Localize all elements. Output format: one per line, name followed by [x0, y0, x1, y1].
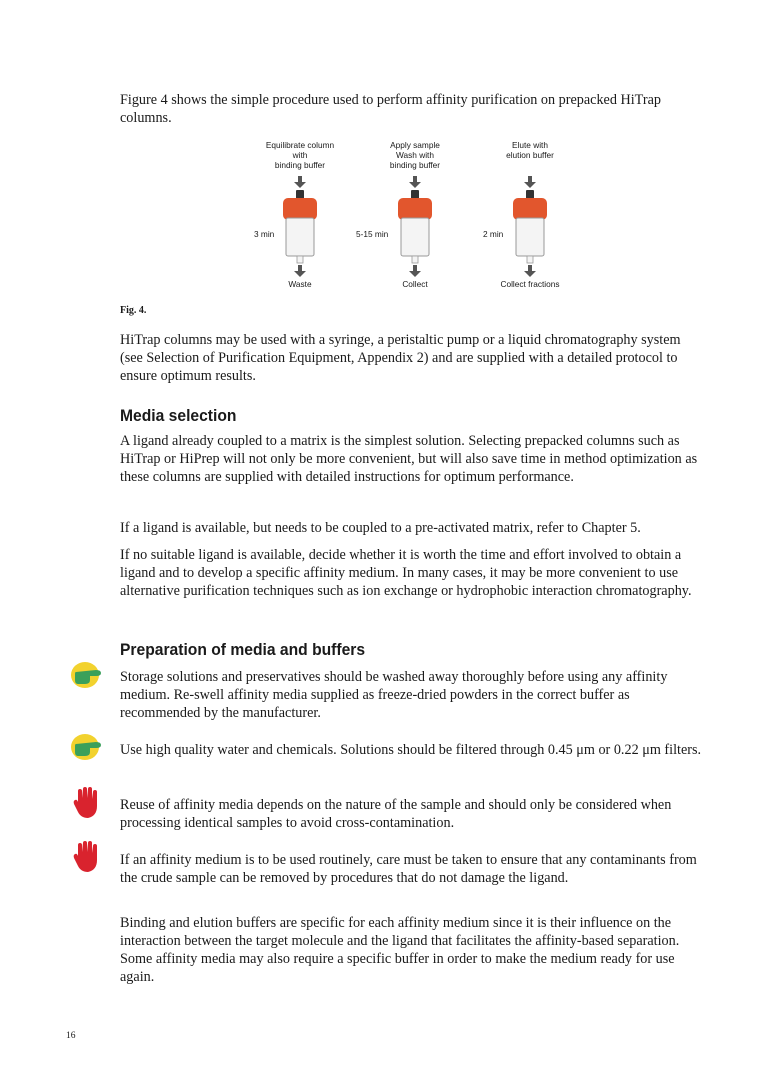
tip-1-text: Storage solutions and preservatives should be washed away thoroughly before using any affinity medium. Re-swell affinity media supplied as freeze-dried powders in the correct buffer as recommended by the manufacturer. — [120, 669, 668, 721]
step-1-time: 3 min — [254, 229, 275, 239]
arrow-down-icon — [524, 176, 536, 188]
arrow-down-icon — [409, 176, 421, 188]
step-1-label: Equilibrate column with binding buffer — [265, 140, 335, 170]
media-paragraph-1: A ligand already coupled to a matrix is the simplest solution. Selecting prepacked columns such as HiTrap or HiPrep will not only be more convenient, but will also save time in method optimization as these columns are supplied with detailed instructions for optimum performance. — [120, 433, 698, 485]
preparation-heading: Preparation of media and buffers — [120, 640, 366, 659]
tip-2-text: Use high quality water and chemicals. Solutions should be filtered through 0.45 μm or 0.22 μm filters. — [120, 742, 702, 758]
step-3-outlet: Collect fractions — [500, 279, 560, 289]
arrow-down-icon — [409, 265, 421, 277]
figure-caption: Fig. 4. — [120, 305, 147, 316]
arrow-down-icon — [524, 265, 536, 277]
column-body — [286, 218, 314, 256]
step-3-time: 2 min — [483, 229, 504, 239]
page-number: 16 — [66, 1031, 76, 1041]
column-2-diagram — [395, 174, 435, 279]
step-2-time: 5-15 min — [356, 229, 389, 239]
pointing-hand-icon — [70, 732, 104, 762]
pointing-hand-icon — [70, 660, 104, 690]
media-paragraph-3: If no suitable ligand is available, decide whether it is worth the time and effort involved to obtain a ligand and to develop a specific affinity medium. In many cases, it may be more convenient to use alternative purification techniques such as ion exchange or hydrophobic interaction chromatography. — [120, 547, 692, 599]
tip-3-text: Reuse of affinity media depends on the nature of the sample and should only be considered when processing identical samples to avoid cross-contamination. — [120, 797, 672, 831]
tip-4-text: If an affinity medium is to be used routinely, care must be taken to ensure that any contaminants from the crude sample can be removed by procedures that do not damage the ligand. — [120, 852, 697, 886]
step-1-outlet: Waste — [288, 279, 312, 289]
step-2-label: Apply sample Wash with binding buffer — [389, 140, 441, 170]
intro-paragraph: Figure 4 shows the simple procedure used to perform affinity purification on prepacked HiTrap columns. — [120, 92, 661, 126]
warning-hand-icon — [72, 840, 102, 874]
media-paragraph-2: If a ligand is available, but needs to be coupled to a pre-activated matrix, refer to Chapter 5. — [120, 520, 641, 536]
hitrap-paragraph: HiTrap columns may be used with a syringe, a peristaltic pump or a liquid chromatography system (see Selection of Purification Equipment, Appendix 2) and are supplied with a detailed protocol to ensure optimum results. — [120, 332, 681, 384]
step-3-label: Elute with elution buffer — [506, 140, 554, 160]
column-cap — [283, 198, 317, 220]
closing-paragraph: Binding and elution buffers are specific for each affinity medium since it is their influence on the interaction between the target molecule and the ligand that facilitates the affinity-based separation. Some affinity media may also require a specific buffer in order to make the medium ready for use again. — [120, 915, 680, 985]
media-selection-heading: Media selection — [120, 406, 237, 425]
column-1-diagram — [280, 174, 320, 279]
warning-hand-icon — [72, 786, 102, 820]
arrow-down-icon — [294, 265, 306, 277]
hitrap-procedure-figure — [240, 138, 580, 298]
step-2-outlet: Collect — [402, 279, 428, 289]
column-3-diagram — [510, 174, 550, 279]
arrow-down-icon — [294, 176, 306, 188]
